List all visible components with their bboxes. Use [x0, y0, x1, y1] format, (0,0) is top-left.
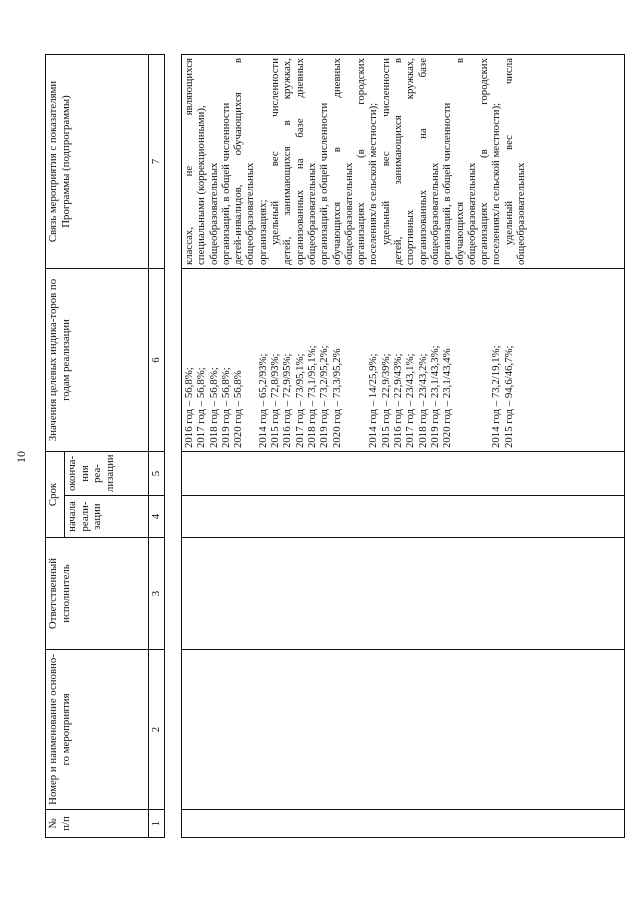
column-number: 2 [149, 650, 165, 810]
indicator-spacer [478, 272, 490, 448]
relation-line: общеобразовательных [428, 162, 441, 265]
relation-line: обучающихся в дневных [330, 58, 343, 265]
relation-line: удельный вес численности [269, 58, 282, 245]
relation-line: организациях (в городских [355, 58, 368, 265]
indicator-line: 2017 год – 73/95,1%; [293, 353, 306, 448]
column-number: 3 [149, 538, 165, 650]
cell-indicators [182, 269, 625, 452]
column-number-row [149, 55, 165, 838]
indicator-line: 2019 год – 73,2/95,2%; [318, 345, 331, 448]
indicator-line: 2014 год – 65,2/93%; [256, 353, 269, 448]
indicator-line: 2018 год – 56,8%; [207, 367, 220, 448]
relation-line: поселениях/в сельской местности); [490, 102, 503, 265]
relation-line: детей, занимающихся в [392, 58, 405, 265]
indicator-line: 2016 год – 72,9/95%; [281, 353, 294, 448]
indicator-line: 2015 год – 22,9/39%; [379, 353, 392, 448]
column-number: 1 [149, 810, 165, 838]
indicator-line: 2014 год – 14/25,9%; [367, 353, 380, 448]
indicator-line: 2019 год – 23,1/43,3%; [428, 345, 441, 448]
column-number: 4 [149, 496, 165, 538]
indicator-line: 2014 год – 73,2/19,1%; [490, 345, 503, 448]
cell-start [182, 496, 625, 538]
indicator-line: 2017 год – 23/43,1%; [404, 353, 417, 448]
relation-line: организованных на базе дневных [293, 58, 306, 265]
relation-line: общеобразовательных [305, 162, 318, 265]
indicator-line: 2015 год – 72,8/93%; [269, 353, 282, 448]
indicator-line: 2019 год – 56,8%; [219, 367, 232, 448]
cell-number [182, 810, 625, 838]
indicator-line: 2018 год – 73,1/95,1%; [305, 345, 318, 448]
cell-end [182, 452, 625, 496]
header-col-number: № п/п [46, 810, 149, 838]
header-col-relation: Связь мероприятия с показателями Программы (подпрограммы) [46, 55, 149, 269]
relation-line: общеобразовательных [465, 162, 478, 265]
page-number: 10 [14, 451, 28, 463]
relation-line: специальными (коррекционными), [195, 105, 208, 265]
indicator-line: 2020 год – 23,1/43,4% [441, 348, 454, 448]
relation-line: поселениях/в сельской местности); [367, 102, 380, 265]
indicator-spacer [355, 272, 367, 448]
table-body [181, 54, 625, 838]
header-col-indicators: Значения целевых индика-торов по годам реализации [46, 269, 149, 452]
relation-line: организациях; [256, 199, 269, 265]
relation-line: общеобразовательных [244, 162, 257, 265]
relation-line: спортивных кружках, [404, 58, 417, 265]
cell-name [182, 650, 625, 810]
table-row [182, 55, 625, 838]
relation-line: общеобразовательных [515, 162, 528, 265]
relation-line: удельный вес численности [379, 58, 392, 245]
cell-relation [182, 55, 625, 269]
indicator-line: 2018 год – 23/43,2%; [416, 353, 429, 448]
indicator-line: 2017 год – 56,8%; [195, 367, 208, 448]
indicator-spacer [343, 272, 355, 448]
header-col-executor: Ответственный исполнитель [46, 538, 149, 650]
relation-line: организаций, в общей численности [441, 102, 454, 265]
cell-executor [182, 538, 625, 650]
header-col-end: оконча-ния реа-лизации [65, 452, 149, 496]
header-col-name: Номер и наименование основно-го мероприятия [46, 650, 149, 810]
indicator-spacer [454, 272, 466, 448]
indicator-line: 2020 год – 73,3/95,2% [330, 348, 343, 448]
table-header [45, 54, 165, 838]
indicator-line: 2016 год – 22,9/43%; [392, 353, 405, 448]
column-number: 6 [149, 269, 165, 452]
indicator-line: 2020 год – 56,8% [232, 370, 245, 448]
column-number: 5 [149, 452, 165, 496]
relation-line: организаций, в общей численности [219, 102, 232, 265]
relation-line: организаций, в общей численности [318, 102, 331, 265]
column-number: 7 [149, 55, 165, 269]
relation-line: обучающихся в [453, 58, 466, 265]
relation-line: детей-инвалидов, обучающихся в [232, 58, 245, 265]
relation-line: детей, занимающихся в кружках, [281, 58, 294, 265]
indicator-line: 2015 год – 94,6/46,7%; [502, 345, 515, 448]
relation-line: классах, не являющихся [183, 58, 195, 265]
indicator-spacer [466, 272, 478, 448]
relation-line: общеобразовательных [207, 162, 220, 265]
header-col-start: начала реали-зации [65, 496, 149, 538]
relation-line: организованных на базе [416, 58, 429, 265]
relation-line: удельный вес числа [502, 58, 515, 245]
indicator-line: 2016 год – 56,8%; [183, 367, 195, 448]
relation-line: организациях (в городских [478, 58, 491, 265]
relation-line: общеобразовательных [342, 162, 355, 265]
indicator-spacer [244, 272, 256, 448]
header-col-term: Срок [46, 452, 65, 538]
